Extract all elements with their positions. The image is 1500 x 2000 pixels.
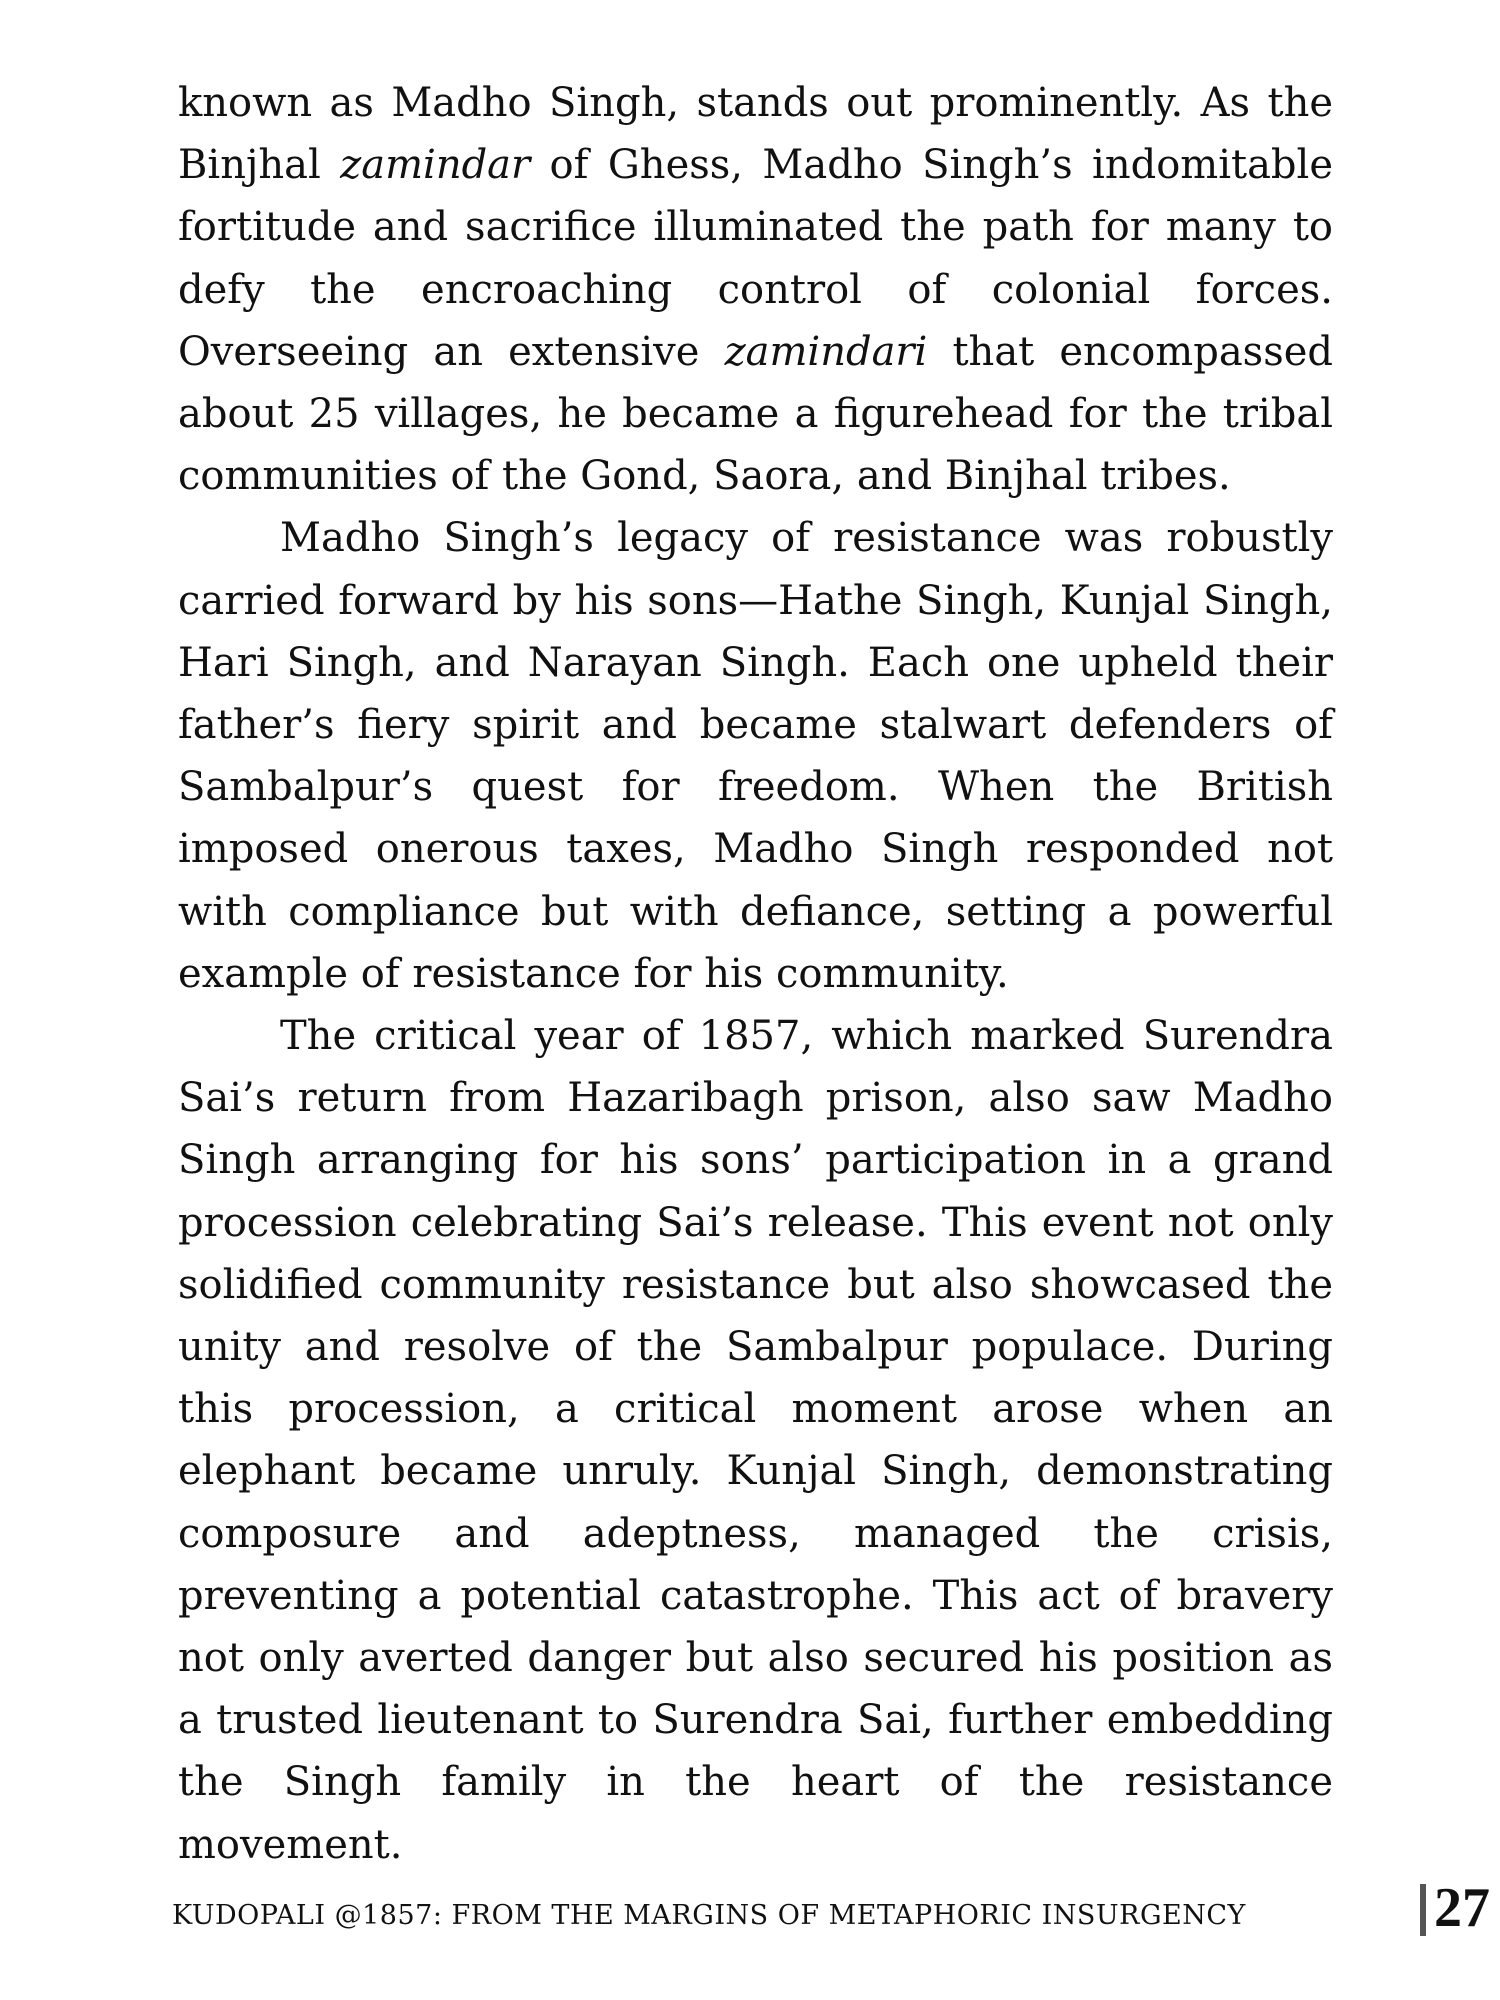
running-head: KUDOPALI @1857: FROM THE MARGINS OF METAPHORIC INSURGENCY [172, 1900, 1246, 1931]
page-footer [172, 1877, 1490, 1940]
page-number: 27 [1434, 1877, 1490, 1939]
paragraph-1-text-1: known as Madho Singh, stands out prominently. As the Binjhal [178, 80, 1333, 189]
paragraph-1-text-3: that encompassed about 25 villages, he became a figurehead for the tribal communities of the Gond, Saora, and Binjhal tribes. [178, 328, 1334, 500]
paragraph-2-text: Madho Singh’s legacy of resistance was robustly carried forward by his sons—Hathe Singh, Kunjal Singh, Hari Singh, and Narayan Singh. Each one upheld their father’s fiery spirit and became stalwart defenders of Sambalpur’s quest for freedom. When the British imposed onerous taxes, Madho Singh responded not with compliance but with defiance, setting a powerful example of resistance for his community. [178, 515, 1333, 997]
body-text [178, 72, 1333, 1876]
paragraph-1-italic-zamindari: zamindari [724, 328, 928, 375]
paragraph-3 [178, 1005, 1333, 1876]
paragraph-1 [178, 72, 1333, 507]
paragraph-1-text-2: of Ghess, Madho Singh’s indomitable fortitude and sacrifice illuminated the path for many to defy the encroaching control of colonial forces. Overseeing an extensive [178, 142, 1334, 375]
paragraph-2 [178, 507, 1333, 1005]
folio-divider [1420, 1884, 1426, 1936]
paragraph-3-text: The critical year of 1857, which marked Surendra Sai’s return from Hazaribagh prison, also saw Madho Singh arranging for his sons’ participation in a grand procession celebrating Sai’s release. This event not only solidified community resistance but also showcased the unity and resolve of the Sambalpur populace. During this procession, a critical moment arose when an elephant became unruly. Kunjal Singh, demonstrating composure and adeptness, managed the crisis, preventing a potential catastrophe. This act of bravery not only averted danger but also secured his position as a trusted lieutenant to Surendra Sai, further embedding the Singh family in the heart of the resistance movement. [178, 1013, 1333, 1868]
paragraph-1-italic-zamindar: zamindar [340, 142, 531, 189]
